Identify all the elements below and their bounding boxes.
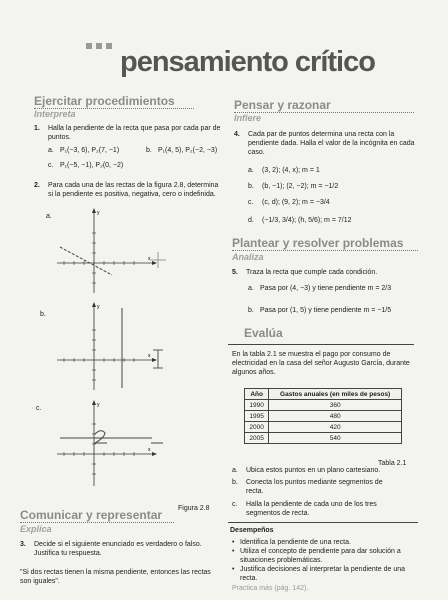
- q1b-label: b.: [146, 147, 152, 154]
- q1a-text: P₁(−3, 6), P₂(7, −1): [60, 147, 120, 154]
- q5b-text: Pasa por (1, 5) y tiene pendiente m = −1/5: [260, 307, 392, 314]
- section-heading-comunicar: Comunicar y representar: [20, 508, 174, 523]
- handwritten-two: [92, 428, 110, 446]
- tc-label: c.: [232, 501, 238, 508]
- q4c-label: c.: [248, 199, 254, 206]
- bullet-1: •: [232, 539, 235, 546]
- desempeno-4: Practica más (pág. 142).: [232, 585, 309, 592]
- svg-text:y: y: [97, 402, 100, 408]
- section-heading-evalua: Evalúa: [244, 326, 283, 340]
- graph-a-label: a.: [46, 213, 52, 220]
- section-heading-pensar: Pensar y razonar: [234, 98, 414, 113]
- figure-caption: Figura 2.8: [178, 505, 210, 512]
- bullet-2: •: [232, 548, 235, 555]
- question-number-2: 2.: [34, 182, 40, 189]
- subheading-infiere: Infiere: [234, 113, 262, 123]
- tb-label: b.: [232, 479, 238, 486]
- page-title: pensamiento crítico: [120, 46, 375, 78]
- table-row: 1995 480: [245, 411, 402, 422]
- q5a-label: a.: [248, 285, 254, 292]
- bullet-3: •: [232, 566, 235, 573]
- q1b-text: P₁(4, 5), P₂(−2, −3): [158, 147, 218, 154]
- graph-b-label: b.: [40, 311, 46, 318]
- ta-label: a.: [232, 467, 238, 474]
- question-number-5: 5.: [232, 269, 238, 276]
- table-row: 1990 360: [245, 400, 402, 411]
- q1c-text: P₁(−5, −1), P₂(0, −2): [60, 162, 124, 169]
- evalua-divider: [228, 344, 414, 345]
- question-3-text: Decide si el siguiente enunciado es verdadero o falso. Justifica tu respuesta.: [34, 541, 202, 557]
- question-number-4: 4.: [234, 131, 240, 138]
- payments-table: [244, 388, 402, 444]
- q4c-text: (c, d); (9, 2); m = −3/4: [262, 199, 330, 206]
- q4b-label: b.: [248, 183, 254, 190]
- question-3-quote: "Si dos rectas tienen la misma pendiente, entonces las rectas son iguales".: [20, 569, 211, 585]
- q1c-label: c.: [48, 162, 54, 169]
- svg-text:y: y: [97, 210, 100, 216]
- svg-text:x: x: [148, 256, 151, 262]
- question-number-1: 1.: [34, 125, 40, 132]
- table-header-year: Año: [245, 389, 269, 400]
- q4b-text: (b, −1); (2, −2); m = −1/2: [262, 183, 339, 190]
- question-1-text: Halla la pendiente de la recta que pasa por cada par de puntos.: [48, 125, 221, 141]
- question-4-text: Cada par de puntos determina una recta con la pendiente dada. Halla el valor de la incógnita en cada caso.: [248, 131, 415, 156]
- table-row: 2005 540: [245, 433, 402, 444]
- decorative-marks: [86, 42, 116, 50]
- question-2-text: Para cada una de las rectas de la figura 2.8, determina si la pendiente es positiva, negativa, cero o indefinida.: [48, 182, 219, 198]
- table-row: 2000 420: [245, 422, 402, 433]
- q1a-label: a.: [48, 147, 54, 154]
- q4d-label: d.: [248, 217, 254, 224]
- table-header-expenses: Gastos anuales (en miles de pesos): [269, 389, 402, 400]
- tb-text: Conecta los puntos mediante segmentos de recta.: [246, 479, 383, 495]
- ta-text: Ubica estos puntos en un plano cartesiano.: [246, 467, 381, 474]
- tc-text: Halla la pendiente de cada uno de los tres segmentos de recta.: [246, 501, 377, 517]
- svg-text:x: x: [148, 353, 151, 359]
- graph-c-label: c.: [36, 405, 42, 412]
- plus-mark: [148, 250, 168, 270]
- subheading-interpreta: Interpreta: [34, 109, 76, 119]
- graph-b: [52, 300, 162, 392]
- q5b-label: b.: [248, 307, 254, 314]
- desempeno-1: Identifica la pendiente de una recta.: [240, 539, 351, 546]
- svg-text:y: y: [97, 304, 100, 310]
- desempenos-heading: Desempeños: [230, 527, 274, 534]
- subheading-explica: Explica: [20, 524, 52, 534]
- handwritten-dash: [150, 440, 164, 446]
- question-5-text: Traza la recta que cumple cada condición.: [246, 269, 378, 276]
- q5a-text: Pasa por (4, −3) y tiene pendiente m = 2/3: [260, 285, 392, 292]
- desempenos-divider: [228, 522, 418, 523]
- q4d-text: (−1/3, 3/4); (h, 5/6); m = 7/12: [262, 217, 352, 224]
- subheading-analiza: Analiza: [232, 252, 264, 262]
- table-caption: Tabla 2.1: [378, 460, 407, 467]
- graph-a: [52, 205, 162, 295]
- question-number-3: 3.: [20, 541, 26, 548]
- section-heading-plantear: Plantear y resolver problemas: [232, 236, 418, 251]
- evalua-intro: En la tabla 2.1 se muestra el pago por consumo de electricidad en la casa del señor Augusto García, durante algunos años.: [232, 351, 410, 376]
- q4a-label: a.: [248, 167, 254, 174]
- section-heading-ejercitar: Ejercitar procedimientos: [34, 94, 194, 109]
- svg-text:x: x: [148, 447, 151, 453]
- desempeno-2: Utiliza el concepto de pendiente para dar solución a situaciones problemáticas.: [240, 548, 401, 564]
- desempeno-3: Justifica decisiones al interpretar la pendiente de una recta.: [240, 566, 405, 582]
- handwritten-mark: [150, 348, 166, 370]
- q4a-text: (3, 2); (4, x); m = 1: [262, 167, 320, 174]
